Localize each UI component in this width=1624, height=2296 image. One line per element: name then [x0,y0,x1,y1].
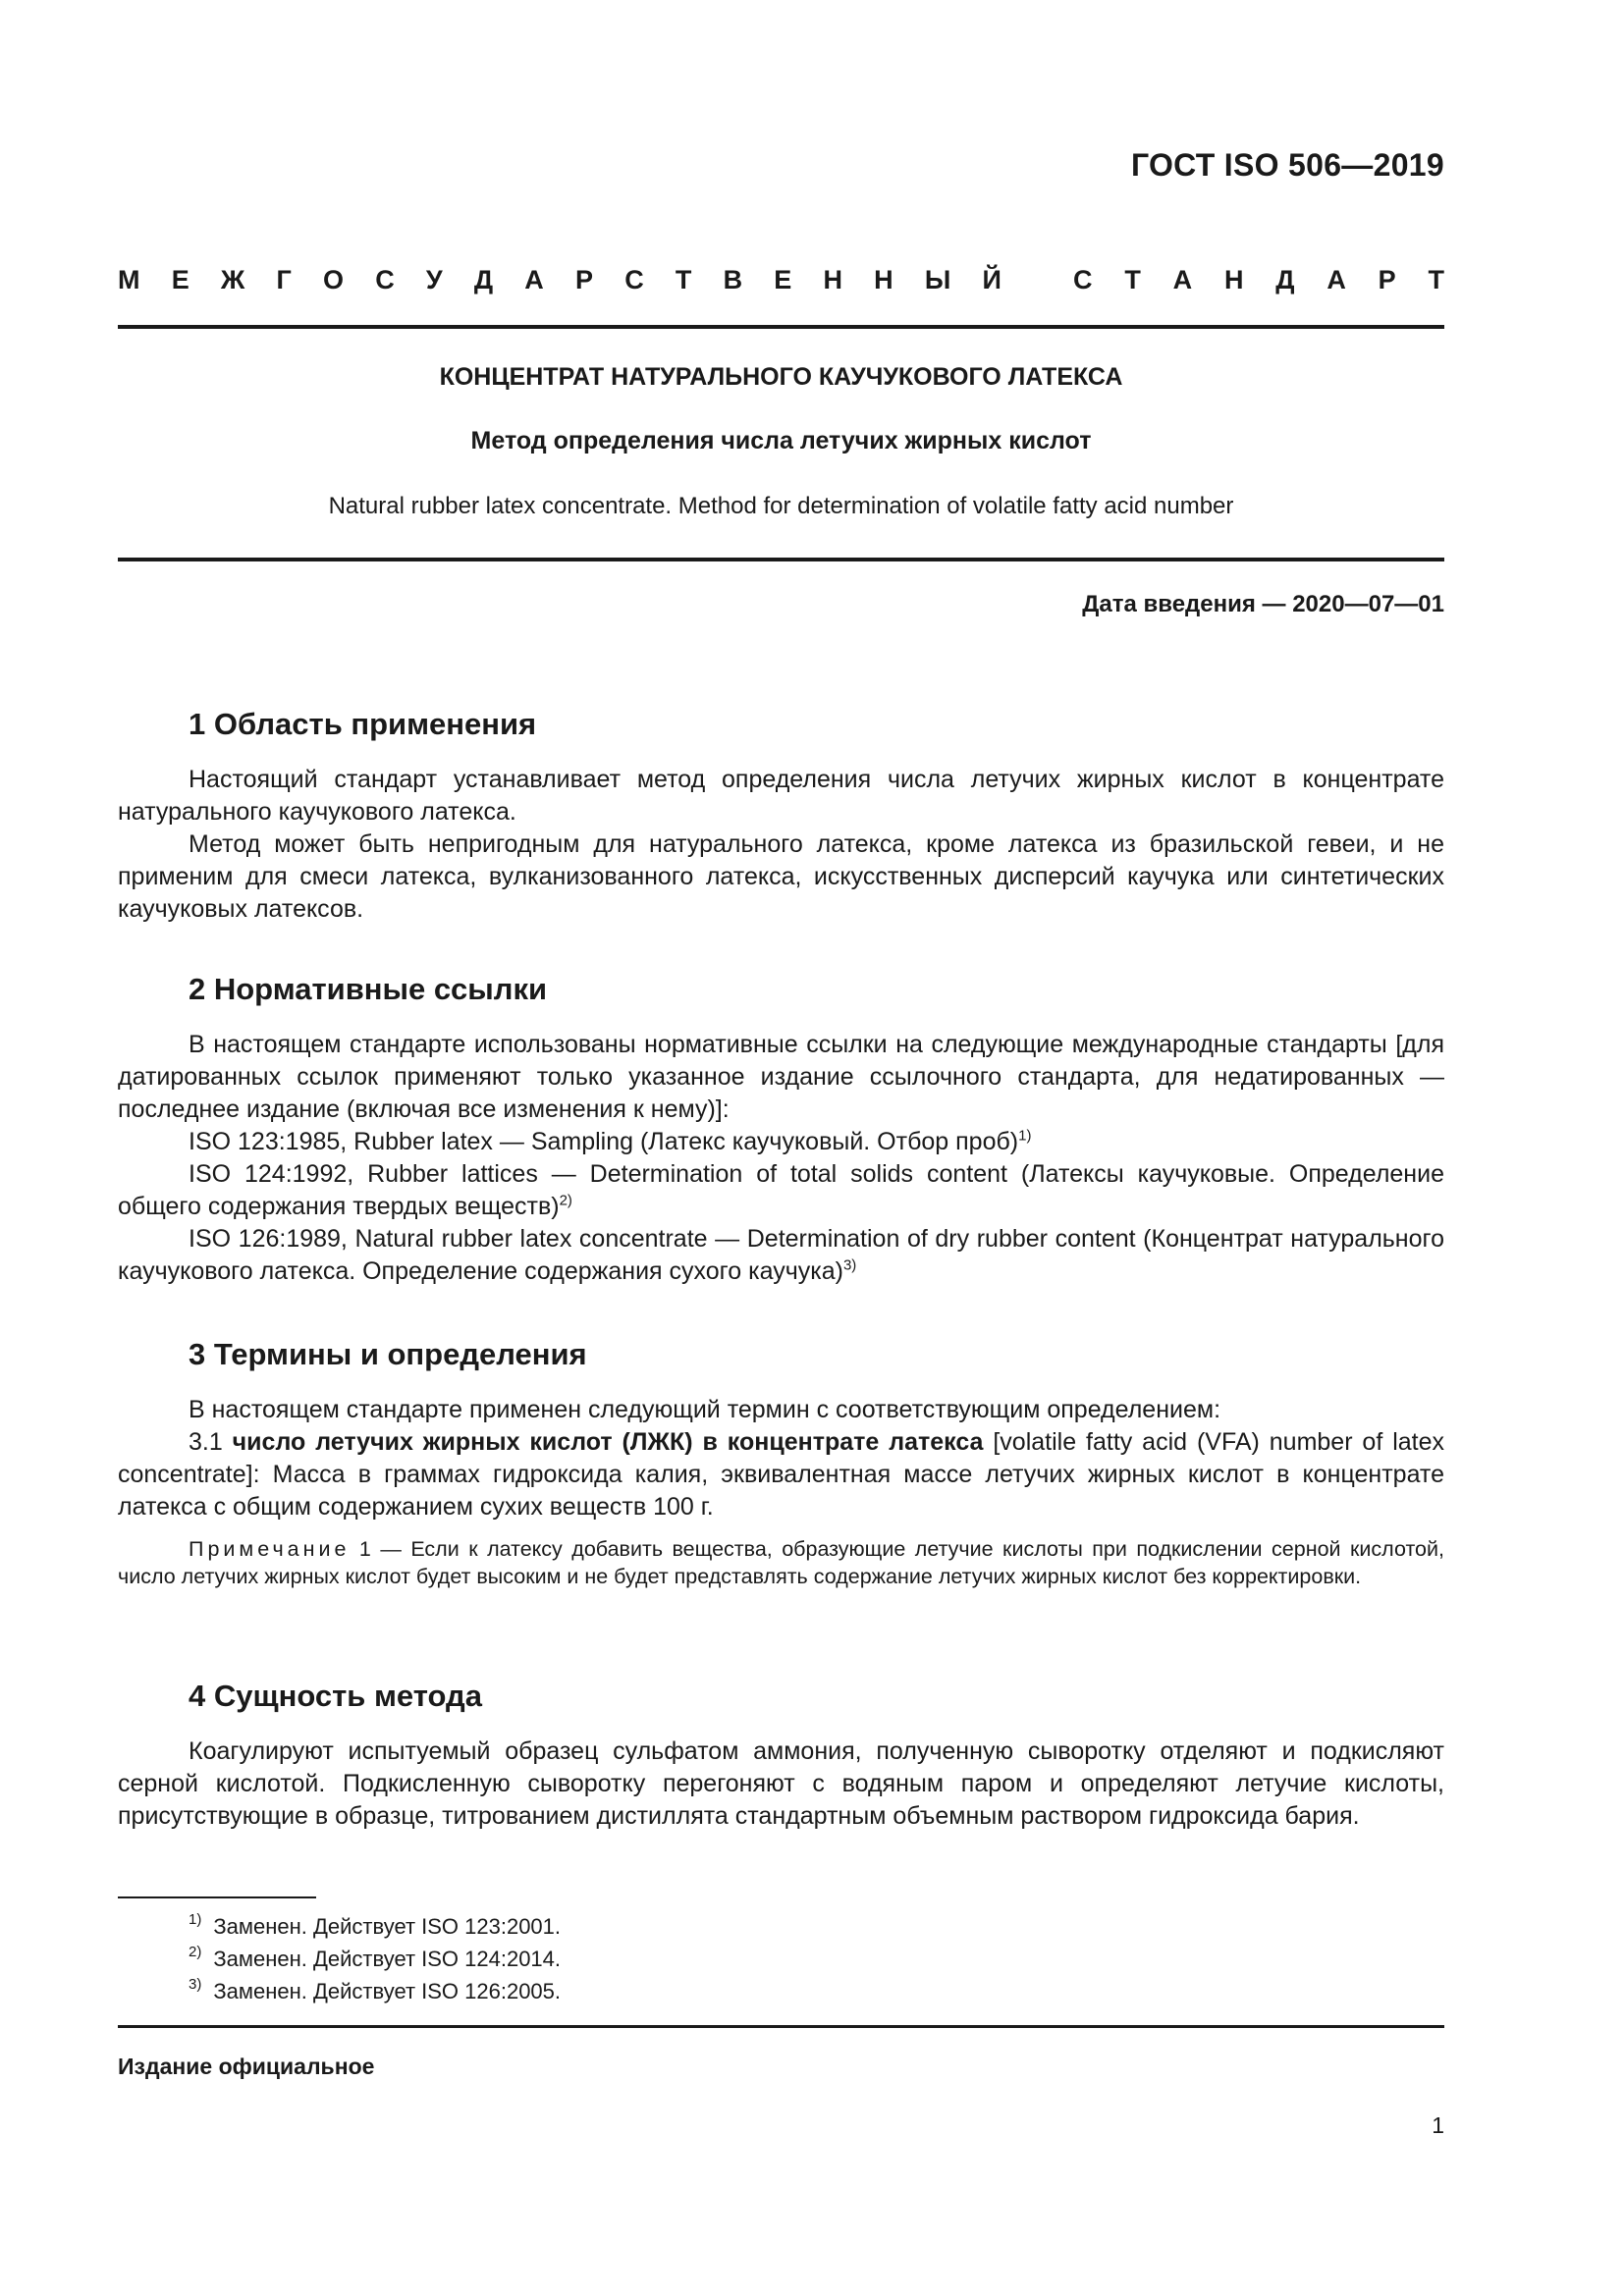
paragraph: Настоящий стандарт устанавливает метод определения числа летучих жирных кислот в концентрате натурального каучукового латекса. [118,766,1444,826]
reference-text: ISO 124:1992, Rubber lattices — Determination of total solids content (Латексы каучуковые. Определение общего содержания твердых веществ) [118,1160,1444,1220]
paragraph: В настоящем стандарте использованы нормативные ссылки на следующие международные стандарты [для датированных ссылок применяют только указанное издание ссылочного стандарта, для недатированных — последнее издание (включая все изменения к нему)]: [118,1031,1444,1123]
banner-letter: С [375,265,395,294]
banner-word-standard [1073,265,1444,295]
section-terms-definitions [118,1337,1444,1590]
banner-letter: Е [774,265,792,294]
banner-letter: А [1326,265,1346,294]
banner-letter: Ж [220,265,245,294]
section-method-essence [118,1679,1444,1833]
standard-designation: ГОСТ ISO 506—2019 [1130,147,1444,183]
banner-letter: Е [171,265,189,294]
page-number: 1 [1432,2112,1444,2138]
section-scope [118,707,1444,926]
banner-letter: С [624,265,644,294]
footnote [189,1975,561,2007]
footnote [189,1910,561,1943]
footnote-mark: 2) [559,1192,572,1209]
footnote-text: Заменен. Действует ISO 124:2014. [213,1947,562,1971]
reference-item [118,1158,1444,1223]
section-title: 3 Термины и определения [189,1337,587,1371]
banner-letter: Т [1428,265,1444,294]
banner-letter: У [425,265,443,294]
banner-letter: Й [982,265,1001,294]
banner-letter: Н [1223,265,1244,294]
banner-letter: Ы [924,265,951,294]
term-name: число летучих жирных кислот (ЛЖК) в концентрате латекса [232,1428,984,1456]
banner-letter: Д [473,265,494,294]
footnote-mark: 2) [189,1944,202,1960]
banner-letter: Р [1378,265,1396,294]
term-text: [volatile fatty acid (VFA) number of latex concentrate]: Масса в граммах гидроксида калия, эквивалентная массе летучих жирных кислот в концентрате латекса с общим содержанием сухих веществ 100 г. [118,1428,1445,1521]
document-title: КОНЦЕНТРАТ НАТУРАЛЬНОГО КАУЧУКОВОГО ЛАТЕКСА [439,363,1123,391]
reference-item [118,1223,1444,1288]
reference-text: ISO 126:1989, Natural rubber latex concentrate — Determination of dry rubber content (Концентрат натурального каучукового латекса. Определение содержания сухого каучука) [118,1225,1444,1285]
term-number: 3.1 [189,1428,233,1456]
footnote-text: Заменен. Действует ISO 123:2001. [213,1914,562,1939]
footnotes [189,1910,561,2007]
title-divider [118,558,1444,561]
paragraph: Коагулируют испытуемый образец сульфатом аммония, полученную сыворотку отделяют и подкисляют серной кислотой. Подкисленную сыворотку перегоняют с водяным паром и определяют летучие кислоты, присутствующие в образце, титрованием дистиллята стандартным объемным раствором гидроксида бария. [118,1737,1444,1830]
banner-word-interstate [118,265,1001,295]
document-subtitle: Метод определения числа летучих жирных кислот [470,427,1092,454]
note-label: Примечание [189,1537,351,1561]
paragraph: В настоящем стандарте применен следующий термин с соответствующим определением: [189,1396,1221,1423]
interstate-standard-banner [118,265,1444,295]
footnote-mark: 3) [189,1976,202,1993]
footnote-mark: 3) [842,1256,857,1274]
banner-letter: О [322,265,344,294]
paragraph: Метод может быть непригодным для натурального латекса, кроме латекса из бразильской гевеи, и не применим для смеси латекса, вулканизованного латекса, искусственных дисперсий каучука или синтетических каучуковых латексов. [118,830,1444,923]
section-title: 2 Нормативные ссылки [189,972,548,1006]
footnote-text: Заменен. Действует ISO 126:2005. [213,1979,562,2003]
banner-letter: М [118,265,140,294]
banner-letter: Д [1275,265,1295,294]
banner-letter: А [1172,265,1193,294]
banner-letter: Т [675,265,692,294]
banner-letter: А [524,265,544,294]
banner-letter: Р [574,265,593,294]
note-text: 1 — Если к латексу добавить вещества, образующие летучие кислоты при подкислении серной кислотой, число летучих жирных кислот будет высоким и не будет представлять содержание летучих жирных кислот без корректировки. [118,1537,1444,1588]
banner-letter: С [1073,265,1093,294]
footnote-mark: 1) [189,1911,202,1928]
reference-text: ISO 123:1985, Rubber latex — Sampling (Латекс каучуковый. Отбор проб) [189,1128,1019,1155]
term-definition [118,1426,1444,1523]
reference-item [118,1126,1444,1158]
note [118,1535,1444,1590]
header-divider [118,325,1444,329]
english-title: Natural rubber latex concentrate. Method for determination of volatile fatty acid number [328,493,1234,519]
banner-letter: Н [874,265,893,294]
section-title: 4 Сущность метода [189,1679,482,1713]
footnote [189,1943,561,1975]
footnote-mark: 1) [1018,1127,1032,1145]
introduction-date: Дата введения — 2020—07—01 [1082,591,1444,617]
banner-letter: Н [823,265,842,294]
footnote-divider [118,1896,316,1898]
banner-letter: Г [276,265,292,294]
edition-label: Издание официальное [118,2054,375,2079]
section-title: 1 Область применения [189,707,537,741]
footer-divider [118,2025,1444,2028]
banner-letter: В [723,265,743,294]
section-normative-references [118,972,1444,1288]
banner-letter: Т [1124,265,1141,294]
